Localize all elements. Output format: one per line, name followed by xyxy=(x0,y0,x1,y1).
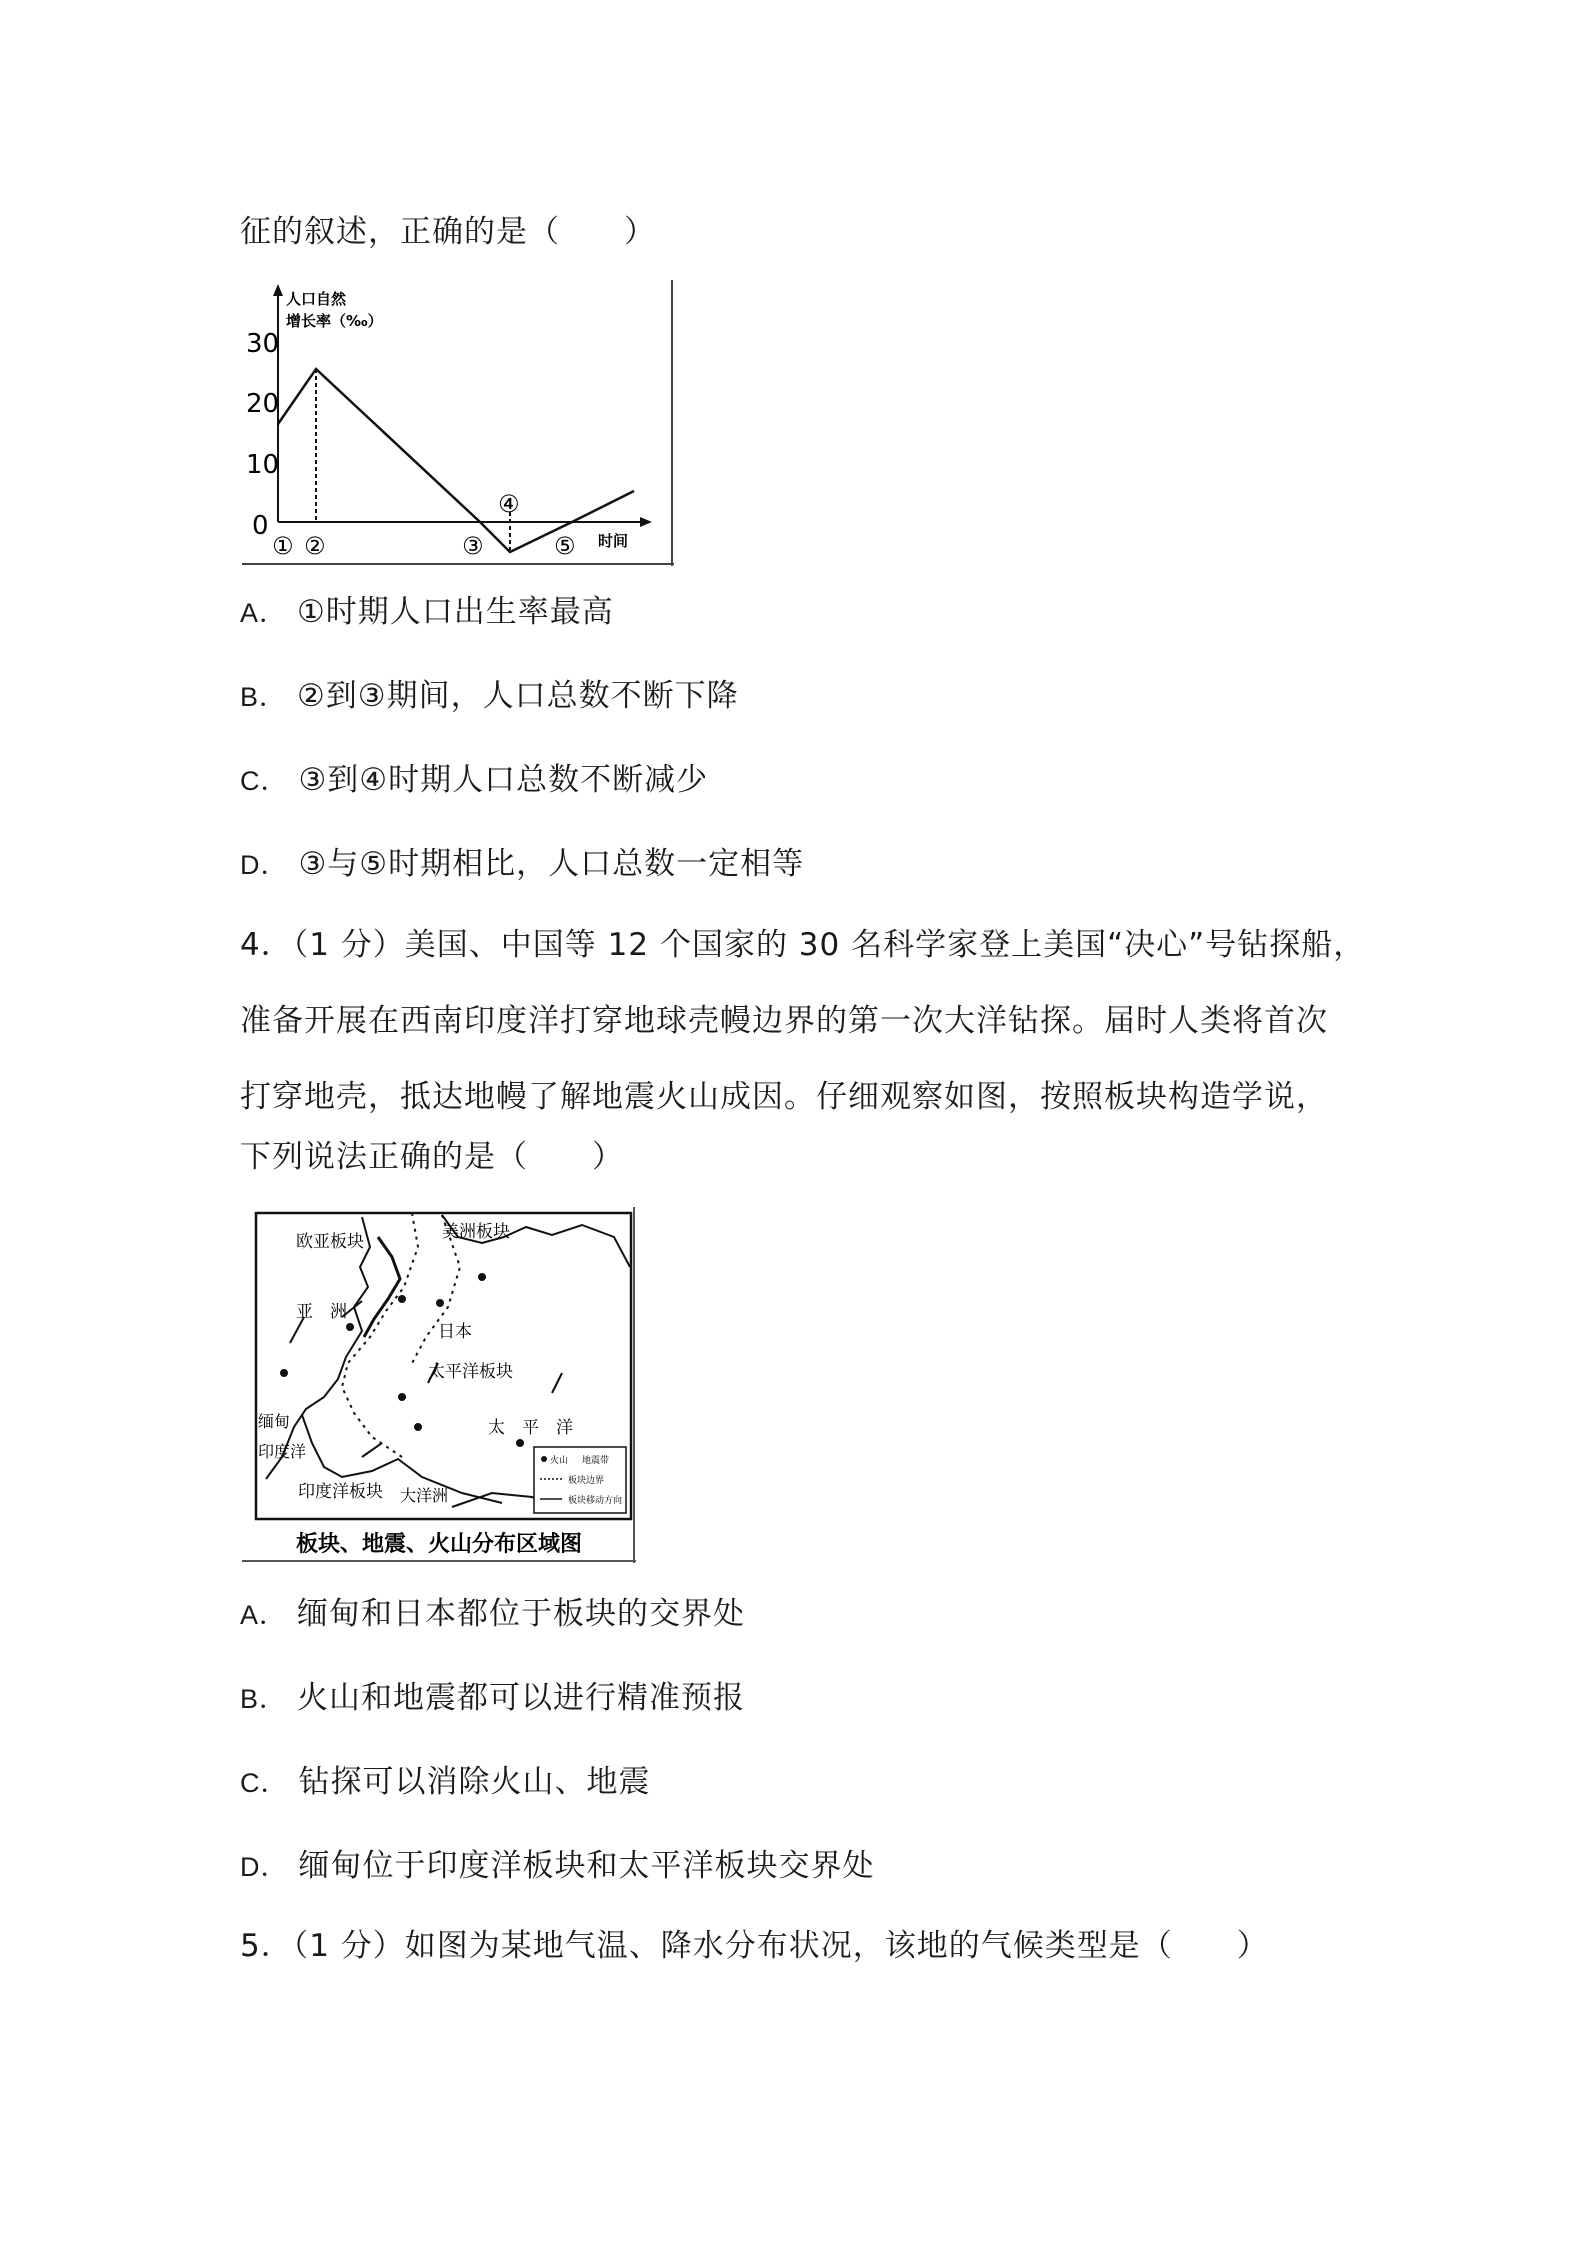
option-label: D． xyxy=(240,850,289,880)
label-eurasia-plate: 欧亚板块 xyxy=(296,1232,364,1252)
q5-stem: 5．（1 分）如图为某地气温、降水分布状况，该地的气候类型是（ ） xyxy=(240,1928,1269,1964)
q3-option-d[interactable] xyxy=(240,844,804,885)
option-label: A． xyxy=(240,598,288,628)
y-axis-arrow xyxy=(273,284,283,296)
volcano-marker xyxy=(346,1323,354,1331)
q3-option-a[interactable] xyxy=(240,592,614,633)
q4-stem-line-3: 打穿地壳，抵达地幔了解地震火山成因。仔细观察如图，按照板块构造学说， xyxy=(240,1079,1328,1115)
option-text: ③与⑤时期相比，人口总数一定相等 xyxy=(298,846,805,882)
point-label-5: ⑤ xyxy=(554,532,576,560)
q4-option-a[interactable] xyxy=(240,1594,745,1635)
option-text: 缅甸位于印度洋板块和太平洋板块交界处 xyxy=(298,1848,875,1884)
option-text: 缅甸和日本都位于板块的交界处 xyxy=(297,1596,746,1632)
legend-volcano: 火山 xyxy=(550,1456,569,1466)
population-growth-chart-svg xyxy=(242,280,674,566)
legend-quake-belt: 地震带 xyxy=(582,1456,610,1466)
label-america-plate: 美洲板块 xyxy=(442,1222,510,1242)
label-oceania: 大洋洲 xyxy=(400,1486,449,1505)
volcano-marker xyxy=(436,1299,444,1307)
plate-distribution-map xyxy=(242,1207,636,1563)
y-label-1: 人口自然 xyxy=(286,290,347,308)
option-text: ②到③期间，人口总数不断下降 xyxy=(297,678,739,714)
option-label: C． xyxy=(240,1768,289,1798)
option-text: 火山和地震都可以进行精准预报 xyxy=(297,1680,746,1716)
y-label-2: 增长率（‰） xyxy=(286,312,383,330)
q4-option-d[interactable] xyxy=(240,1846,875,1887)
option-label: D． xyxy=(240,1852,289,1882)
point-label-1: ① xyxy=(272,532,294,560)
option-label: C． xyxy=(240,766,289,796)
label-indian-ocean: 印度洋 xyxy=(258,1442,307,1461)
label-pacific-ocean: 太 平 洋 xyxy=(488,1418,573,1438)
population-growth-chart xyxy=(242,280,674,566)
y-tick-20: 20 xyxy=(246,389,280,419)
label-indian-plate: 印度洋板块 xyxy=(298,1482,383,1502)
option-label: B． xyxy=(240,682,288,712)
point-label-3: ③ xyxy=(462,532,484,560)
q3-stem-tail: 征的叙述，正确的是（ ） xyxy=(240,214,656,250)
volcano-marker xyxy=(516,1439,524,1447)
q3-option-b[interactable] xyxy=(240,676,739,717)
volcano-marker xyxy=(280,1369,288,1377)
option-text: ③到④时期人口总数不断减少 xyxy=(298,762,709,798)
volcano-marker xyxy=(398,1393,406,1401)
legend-boundary: 板块边界 xyxy=(568,1476,605,1486)
label-asia: 亚 洲 xyxy=(296,1302,347,1322)
q4-stem-line-1: 4．（1 分）美国、中国等 12 个国家的 30 名科学家登上美国“决心”号钻探船， xyxy=(240,927,1366,963)
label-japan: 日本 xyxy=(438,1322,472,1342)
legend-volcano-icon xyxy=(541,1456,547,1462)
label-myanmar: 缅甸 xyxy=(258,1412,291,1431)
q3-option-c[interactable] xyxy=(240,760,708,801)
legend-movement: 板块移动方向 xyxy=(568,1496,623,1506)
option-label: B． xyxy=(240,1684,288,1714)
q4-stem-line-4: 下列说法正确的是（ ） xyxy=(240,1139,624,1175)
label-pacific-plate: 太平洋板块 xyxy=(428,1362,513,1382)
y-tick-0: 0 xyxy=(252,511,269,541)
option-text: 钻探可以消除火山、地震 xyxy=(298,1764,651,1800)
q4-option-b[interactable] xyxy=(240,1678,745,1719)
y-tick-30: 30 xyxy=(246,329,280,359)
x-label: 时间 xyxy=(598,532,629,550)
x-axis-arrow xyxy=(640,517,652,527)
option-text: ①时期人口出生率最高 xyxy=(297,594,614,630)
q4-stem-line-2: 准备开展在西南印度洋打穿地球壳幔边界的第一次大洋钻探。届时人类将首次 xyxy=(240,1003,1328,1039)
volcano-marker xyxy=(398,1295,406,1303)
point-label-2: ② xyxy=(304,532,326,560)
plate-map-svg xyxy=(242,1207,636,1563)
growth-rate-line xyxy=(278,369,634,552)
q4-option-c[interactable] xyxy=(240,1762,651,1803)
volcano-marker xyxy=(478,1273,486,1281)
volcano-marker xyxy=(414,1423,422,1431)
map-caption: 板块、地震、火山分布区域图 xyxy=(296,1532,583,1557)
option-label: A． xyxy=(240,1600,288,1630)
point-label-4: ④ xyxy=(498,490,520,518)
y-tick-10: 10 xyxy=(246,450,280,480)
